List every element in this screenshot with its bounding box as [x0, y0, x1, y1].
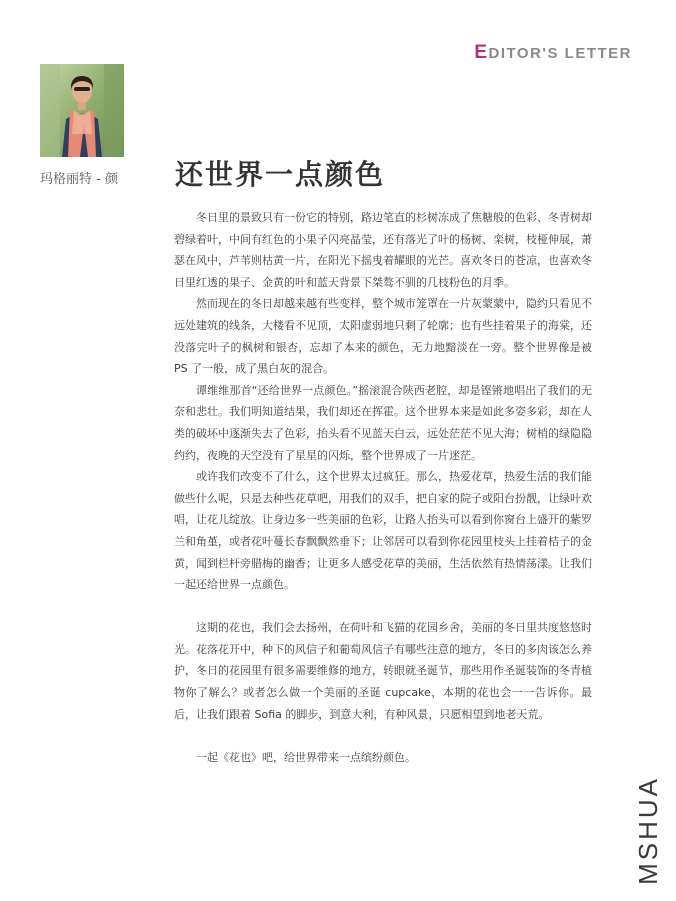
paragraph: 或许我们改变不了什么，这个世界太过疯狂。那么，热爱花草，热爱生活的我们能做些什么呢，只是去种些花草吧，用我们的双手，把自家的院子或阳台扮靓，让绿叶欢唱，让花儿绽放。让身边多一些美丽的色彩，让路人抬头可以看到你窗台上盛开的紫罗兰和角堇，或者花叶蔓长春飘飘然垂下；让邻居可以看到你花园里枝头上挂着桔子的金黄，闻到栏杆旁腊梅的幽香；让更多人感受花草的美丽，生活依然有热情荡漾。让我们一起还给世界一点颜色。	[174, 470, 592, 592]
author-portrait-image	[40, 64, 124, 157]
author-photo	[40, 64, 124, 157]
author-name: 玛格丽特 - 颜	[40, 172, 118, 187]
article-title: 还世界一点颜色	[175, 158, 386, 191]
editors-letter-header	[474, 42, 632, 64]
paragraph: 这期的花也，我们会去扬州，在荷叶和飞猫的花园乡舍，美丽的冬日里共度悠悠时光。花落花开中，种下的风信子和葡萄风信子有哪些注意的地方，冬日的多肉该怎么养护，冬日的花园里有很多需要维修的地方，转眼就圣诞节，那些用作圣诞装饰的冬青植物你了解么？或者怎么做一个美丽的圣诞 cupcake，本期的花也会一一告诉你。最后，让我们跟着 Sofia 的脚步，到意大利，有种风景，只愿相望到地老天荒。	[174, 621, 592, 721]
paragraph: 谭维维那首“还给世界一点颜色。”摇滚混合陕西老腔，却是铿锵地唱出了我们的无奈和悲壮。我们明知道结果，我们却还在挥霍。这个世界本来是如此多姿多彩，却在人类的破坏中逐渐失去了色彩，抬头看不见蓝天白云，远处茫茫不见大海；树梢的绿隐隐约约，夜晚的天空没有了星星的闪烁，整个世界成了一片迷茫。	[174, 383, 592, 462]
article-body	[174, 207, 592, 768]
header-rest: DITOR'S LETTER	[488, 45, 632, 62]
paragraph: 冬日里的景致只有一份它的特别，路边笔直的杉树冻成了焦糖般的色彩、冬青树却碧绿着叶，中间有红色的小果子闪亮晶莹，还有落光了叶的杨树、栾树，枝桠伸展，萧瑟在风中，芦苇则枯黄一片，在阳光下摇曳着耀眼的光芒。喜欢冬日的苍凉，也喜欢冬日里红透的果子、金黄的叶和蓝天背景下桀骜不驯的几枝粉色的月季。	[174, 211, 592, 289]
header-initial: E	[474, 42, 489, 63]
brand-logo-text: MSHUA	[633, 776, 663, 885]
paragraph: 然而现在的冬日却越来越有些变样，整个城市笼罩在一片灰蒙蒙中，隐约只看见不远处建筑的线条，大楼看不见顶，太阳虚弱地只剩了轮廓；也有些挂着果子的海棠，还没落完叶子的枫树和银杏，忘却了本来的颜色，无力地黯淡在一旁。整个世界像是被 PS 了一般，成了黑白灰的混合。	[174, 297, 592, 376]
paragraph: 一起《花也》吧，给世界带来一点缤纷颜色。	[196, 750, 416, 764]
